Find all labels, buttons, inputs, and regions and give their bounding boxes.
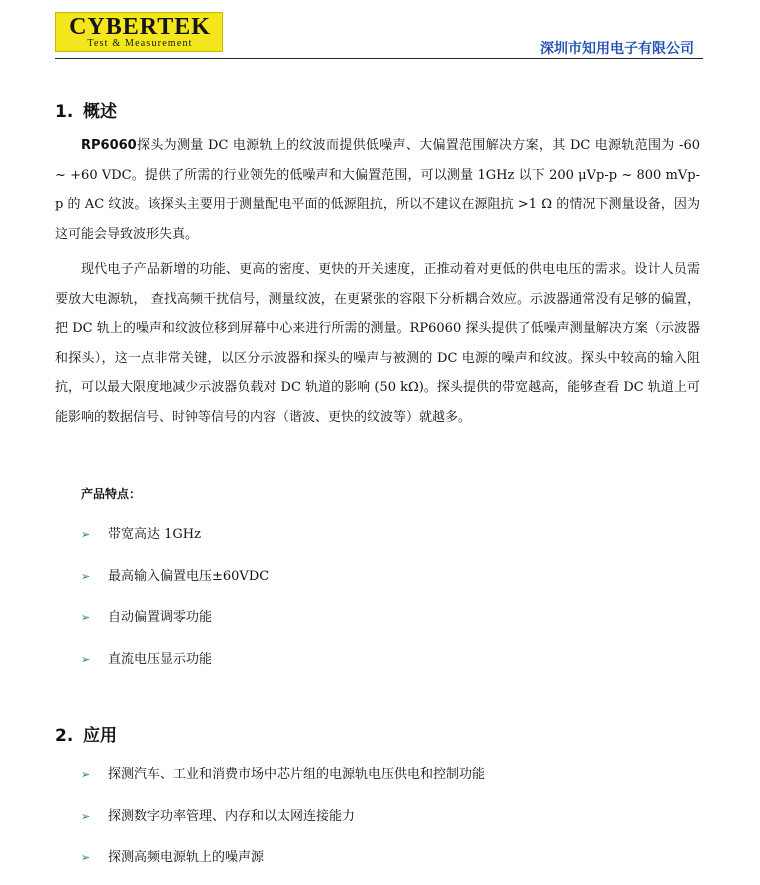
feature-item	[81, 568, 269, 586]
arrow-bullet-icon: ➢	[81, 768, 91, 781]
application-item	[81, 849, 264, 867]
section-1-heading	[55, 97, 117, 122]
overview-paragraph-1-text: 探头为测量 DC 电源轨上的纹波而提供低噪声、大偏置范围解决方案，其 DC 电源轨范围为 -60 ~ +60 VDC。提供了所需的行业领先的低噪声和大偏置范围，可以测量 1GHz 以下 200 μVp-p ~ 800 mVp-p 的 AC 纹波。该探头主要用于测量配电平面的低源阻抗，所以不建议在源阻抗 >1 Ω 的情况下测量设备，因为这可能会导致波形失真。	[55, 138, 700, 242]
feature-item-label: 带宽高达 1GHz	[108, 527, 201, 542]
feature-item	[81, 609, 212, 627]
feature-item	[81, 526, 201, 544]
arrow-bullet-icon: ➢	[81, 851, 91, 864]
feature-item	[81, 651, 212, 669]
product-name: RP6060	[81, 138, 137, 153]
application-item-label: 探测汽车、工业和消费市场中芯片组的电源轨电压供电和控制功能	[108, 767, 486, 782]
arrow-bullet-icon: ➢	[81, 611, 91, 624]
company-name: 深圳市知用电子有限公司	[540, 41, 694, 57]
arrow-bullet-icon: ➢	[81, 810, 91, 823]
cybertek-logo	[55, 12, 223, 52]
feature-item-label: 最高输入偏置电压±60VDC	[108, 569, 270, 584]
application-item-label: 探测高频电源轨上的噪声源	[108, 850, 265, 865]
section-1-title: 概述	[83, 102, 117, 122]
arrow-bullet-icon: ➢	[81, 653, 91, 666]
header-divider	[55, 58, 703, 59]
logo-sub-text: Test & Measurement	[87, 38, 193, 49]
application-item	[81, 766, 485, 784]
feature-item-label: 自动偏置调零功能	[108, 610, 213, 625]
feature-item-label: 直流电压显示功能	[108, 652, 213, 667]
arrow-bullet-icon: ➢	[81, 528, 91, 541]
section-2-title: 应用	[83, 726, 117, 746]
section-1-number: 1.	[55, 102, 74, 122]
features-title: 产品特点：	[81, 487, 142, 501]
overview-paragraph-1	[55, 131, 700, 249]
arrow-bullet-icon: ➢	[81, 570, 91, 583]
logo-main-text: CYBERTEK	[69, 14, 211, 40]
application-item	[81, 808, 355, 826]
application-item-label: 探测数字功率管理、内存和以太网连接能力	[108, 809, 356, 824]
section-2-number: 2.	[55, 726, 74, 746]
section-2-heading	[55, 721, 117, 746]
overview-paragraph-2: 现代电子产品新增的功能、更高的密度、更快的开关速度，正推动着对更低的供电电压的需求。设计人员需要放大电源轨， 查找高频干扰信号，测量纹波，在更紧张的容限下分析耦合效应。示波器通常没有足够的偏置，把 DC 轨上的噪声和纹波位移到屏幕中心来进行所需的测量。RP6060 探头提供了低噪声测量解决方案（示波器和探头），这一点非常关键，以区分示波器和探头的噪声与被测的 DC 电源的噪声和纹波。探头中较高的输入阻抗，可以最大限度地减少示波器负载对 DC 轨道的影响 (50 kΩ)。探头提供的带宽越高，能够查看 DC 轨道上可能影响的数据信号、时钟等信号的内容（谐波、更快的纹波等）就越多。	[55, 262, 700, 425]
